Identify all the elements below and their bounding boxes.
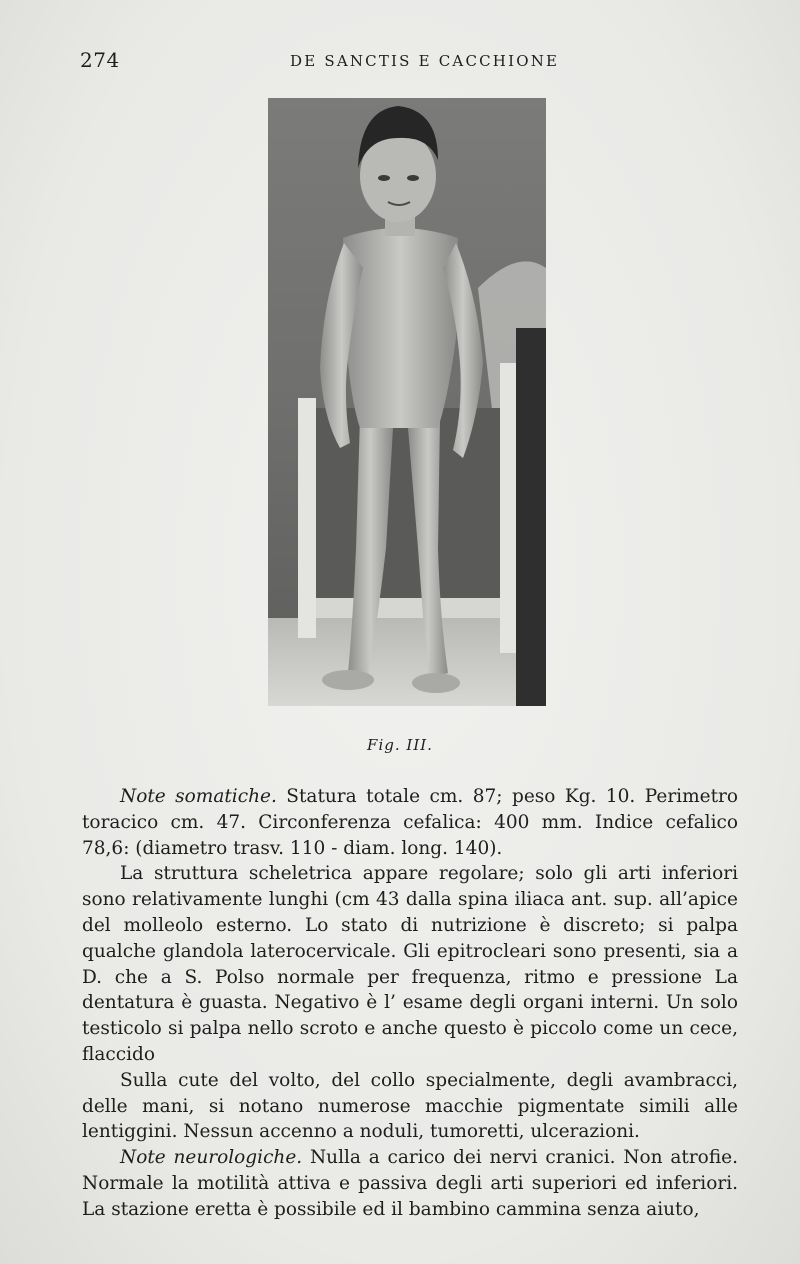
page-header xyxy=(80,48,740,74)
paragraph-text: Statura totale cm. 87; peso Kg. 10. Perimetro toracico cm. 47. Circonferenza cefalica: 400 mm. Indice cefalico 78,6: (diametro trasv. 110 - diam. long. 140). xyxy=(82,786,739,859)
paragraph-neurological xyxy=(82,1145,738,1222)
photograph-figure xyxy=(268,98,546,706)
page-number: 274 xyxy=(80,48,120,72)
paragraph-somatic xyxy=(82,784,738,861)
section-lead-neurological: Note neurologiche. xyxy=(120,1147,303,1169)
running-head: DE SANCTIS E CACCHIONE xyxy=(290,52,560,70)
child-photograph xyxy=(268,98,546,706)
section-lead-somatic: Note somatiche. xyxy=(120,786,277,807)
figure-caption: Fig. III. xyxy=(367,736,433,754)
paragraph-text: Nulla a carico dei nervi cranici. Non atrofie. Normale la motilità attiva e passiva degli arti superiori ed inferiori. La stazione eretta è possibile ed il bambino cammina senza aiuto, xyxy=(82,1147,738,1220)
paragraph-skin: Sulla cute del volto, del collo specialmente, degli avambracci, delle mani, si notano numerose macchie pigmentate simili alle lentiggini. Nessun accenno a noduli, tumoretti, ulcerazioni. xyxy=(82,1069,738,1143)
paragraph-structure: La struttura scheletrica appare regolare; solo gli arti inferiori sono relativamente lunghi (cm 43 dalla spina iliaca ant. sup. all’apice del molleolo esterno. Lo stato di nutrizione è discreto; si palpa qualche glandola laterocervicale. Gli epitrocleari sono presenti, sia a D. che a S. Polso normale per frequenza, ritmo e pressione La dentatura è guasta. Negativo è l’ esame degli organi interni. Un solo testicolo si palpa nello scroto e anche questo è piccolo come un cece, flaccido xyxy=(82,863,738,1065)
body-text xyxy=(82,784,738,1223)
